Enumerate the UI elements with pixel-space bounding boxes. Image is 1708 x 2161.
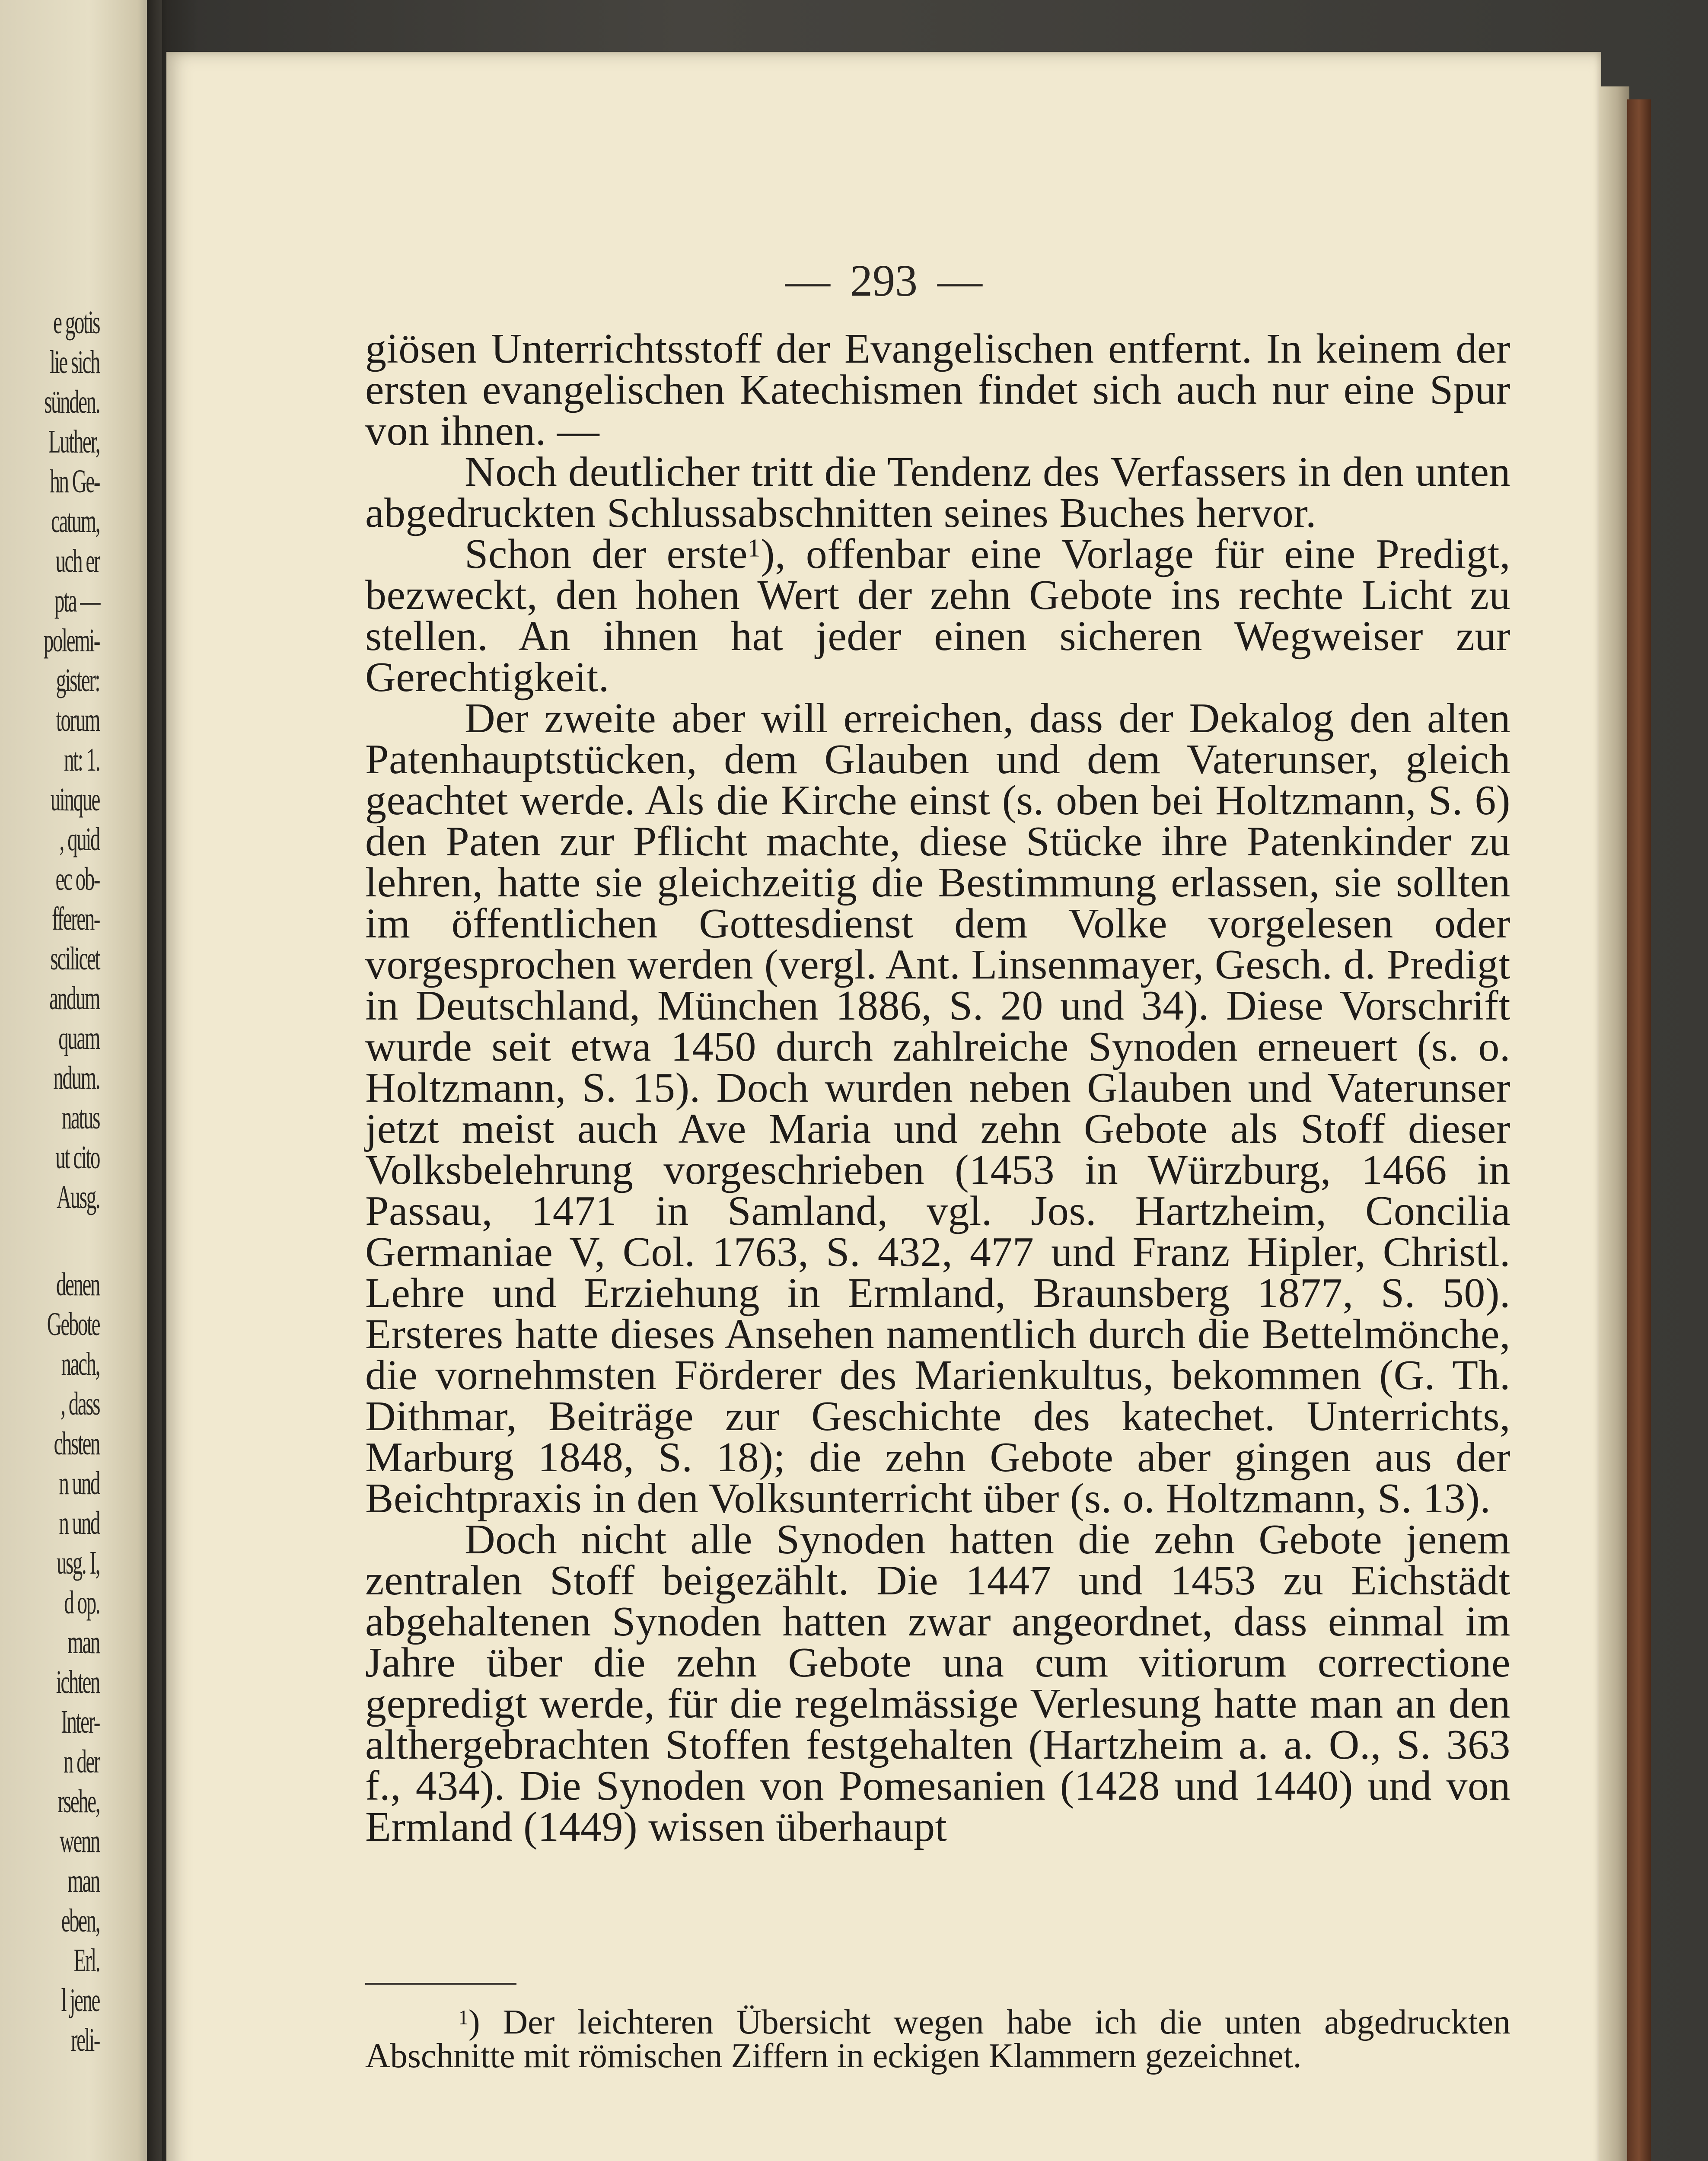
left-line: uch er [55, 543, 99, 579]
left-line: Inter- [61, 1704, 99, 1740]
paragraph [365, 449, 1510, 536]
left-line: Ausg. [57, 1179, 99, 1215]
paragraph [365, 531, 1510, 701]
right-page [166, 52, 1601, 2161]
left-page-text-fragments [30, 303, 99, 2060]
left-line: chsten [54, 1425, 99, 1462]
paragraph-text: Noch deutlicher tritt die Tendenz des Verfassers in den unten abgedruckten Schlussabschnitten seines Buches hervor. [365, 449, 1510, 536]
left-line: andum [49, 980, 99, 1017]
header-dash-left: — [785, 256, 830, 306]
left-line: denen [56, 1266, 99, 1303]
left-line: quam [58, 1020, 99, 1056]
footnote-marker: 1 [458, 2006, 468, 2029]
left-line: nach, [61, 1346, 99, 1382]
left-line: fferen- [52, 901, 99, 937]
paragraph-text: Doch nicht alle Synoden hatten die zehn Gebote jenem zentralen Stoff beigezählt. Die 1447 und 1453 zu Eichstädt abgehaltenen Synoden hatten zwar angeordnet, dass einmal im Jahre über die zehn Gebote una cum vitiorum correctione gepredigt werde, für die regelmässige Verlesung hatte man an den althergebrachten Stoffen festgehalten (Hartzheim a. a. O., S. 363 f., 434). Die Synoden von Pomesanien (1428 und 1440) und von Ermland (1449) wissen überhaupt [365, 1516, 1510, 1850]
left-line: l jene [61, 1982, 99, 2018]
left-line: man [67, 1863, 99, 1899]
left-line: man [67, 1624, 99, 1661]
left-line: hn Ge- [50, 463, 99, 500]
book-cover-edge [1627, 99, 1651, 2161]
left-line: pta — [54, 583, 99, 619]
paragraph-text: ), offenbar eine Vorlage für eine Predigt, bezweckt, den hohen Wert der zehn Gebote ins rechte Licht zu stellen. An ihnen hat jeder einen sicheren Wegweiser zur Gerechtigkeit. [365, 531, 1510, 701]
left-line: sünden. [44, 384, 99, 420]
left-facing-page [0, 0, 162, 2161]
left-line: ichten [56, 1664, 99, 1700]
left-line-gap [30, 1217, 99, 1265]
paragraph-text: Schon der erste [465, 531, 748, 577]
left-line: ut cito [55, 1139, 99, 1176]
footnote [365, 2005, 1510, 2073]
footnote-text: Der leichteren Übersicht wegen habe ich die unten abgedruckten Abschnitte mit römischen Ziffern in eckigen Klammern gezeichnet. [365, 2003, 1510, 2075]
left-line: Gebote [47, 1306, 99, 1342]
left-line: Erl. [73, 1942, 99, 1979]
page-number: 293 [850, 256, 918, 306]
left-line: catum, [51, 503, 99, 539]
page-stack-edge [1599, 86, 1629, 2161]
left-line: , quid [59, 821, 99, 857]
left-line: polemi- [43, 622, 99, 659]
left-line: wenn [59, 1823, 99, 1859]
header-dash-right: — [937, 256, 982, 306]
left-line: ec ob- [55, 861, 99, 897]
left-line: n und [59, 1505, 99, 1541]
left-line: rsehe, [57, 1783, 99, 1820]
left-line: n und [59, 1465, 99, 1501]
footnote-reference: 1 [748, 534, 761, 562]
left-line: nt: 1. [64, 742, 99, 778]
left-line: reli- [70, 2022, 99, 2058]
paragraph [365, 325, 1510, 454]
left-line: lie sich [50, 344, 99, 380]
left-line: Luther, [48, 424, 99, 460]
paragraph-text: giösen Unterrichtsstoff der Evangelischen entfernt. In keinem der ersten evangelischen Katechismen findet sich auch nur eine Spur von ihnen. — [365, 325, 1510, 454]
footnote-paragraph [365, 2005, 1510, 2073]
paragraph-text: Der zweite aber will erreichen, dass der Dekalog den alten Patenhauptstücken, dem Glauben und dem Vaterunser, gleich geachtet werde. Als die Kirche einst (s. oben bei Holtzmann, S. 6) den Paten zur Pflicht machte, diese Stücke ihre Patenkinder zu lehren, hatte sie gleichzeitig die Bestimmung erlassen, sie sollten im öffentlichen Gottesdienst dem Volke vorgelesen oder vorgesprochen werden (vergl. Ant. Linsenmayer, Gesch. d. Predigt in Deutschland, München 1886, S. 20 und 34). Diese Vorschrift wurde seit etwa 1450 durch zahlreiche Synoden erneuert (s. o. Holtzmann, S. 15). Doch wurden neben Glauben und Vaterunser jetzt meist auch Ave Maria und zehn Gebote als Stoff dieser Volksbelehrung vorgeschrieben (1453 in Würzburg, 1466 in Passau, 1471 in Samland, vgl. Jos. Hartzheim, Concilia Germaniae V, Col. 1763, S. 432, 477 und Franz Hipler, Christl. Lehre und Erziehung in Ermland, Braunsberg 1877, S. 50). Ersteres hatte dieses Ansehen namentlich durch die Bettelmönche, die vornehmsten Förderer des Marienkultus, bekommen (G. Th. Dithmar, Beiträge zur Geschichte des katechet. Unterrichts, Marburg 1848, S. 18); die zehn Gebote aber gingen aus der Beichtpraxis in den Volksunterricht über (s. o. Holtzmann, S. 13). [365, 695, 1510, 1522]
left-line: n der [63, 1743, 99, 1780]
left-line: scilicet [50, 940, 99, 977]
page-header [166, 255, 1601, 306]
left-line: e gotis [53, 304, 99, 341]
left-line: natus [61, 1100, 99, 1136]
body-text [365, 325, 1510, 1850]
left-line: gister: [56, 662, 99, 698]
footnote-marker-suffix: ) [468, 2003, 480, 2041]
left-line: d op. [64, 1584, 99, 1621]
left-line: usg. I, [56, 1545, 99, 1581]
left-line: torum [56, 702, 99, 738]
left-line: , dass [61, 1386, 99, 1422]
paragraph [365, 1516, 1510, 1850]
footnote-separator [365, 1983, 516, 1985]
left-line: uinque [50, 781, 99, 818]
left-line: ndum. [53, 1060, 99, 1096]
left-line: eben, [61, 1903, 99, 1939]
paragraph [365, 695, 1510, 1522]
